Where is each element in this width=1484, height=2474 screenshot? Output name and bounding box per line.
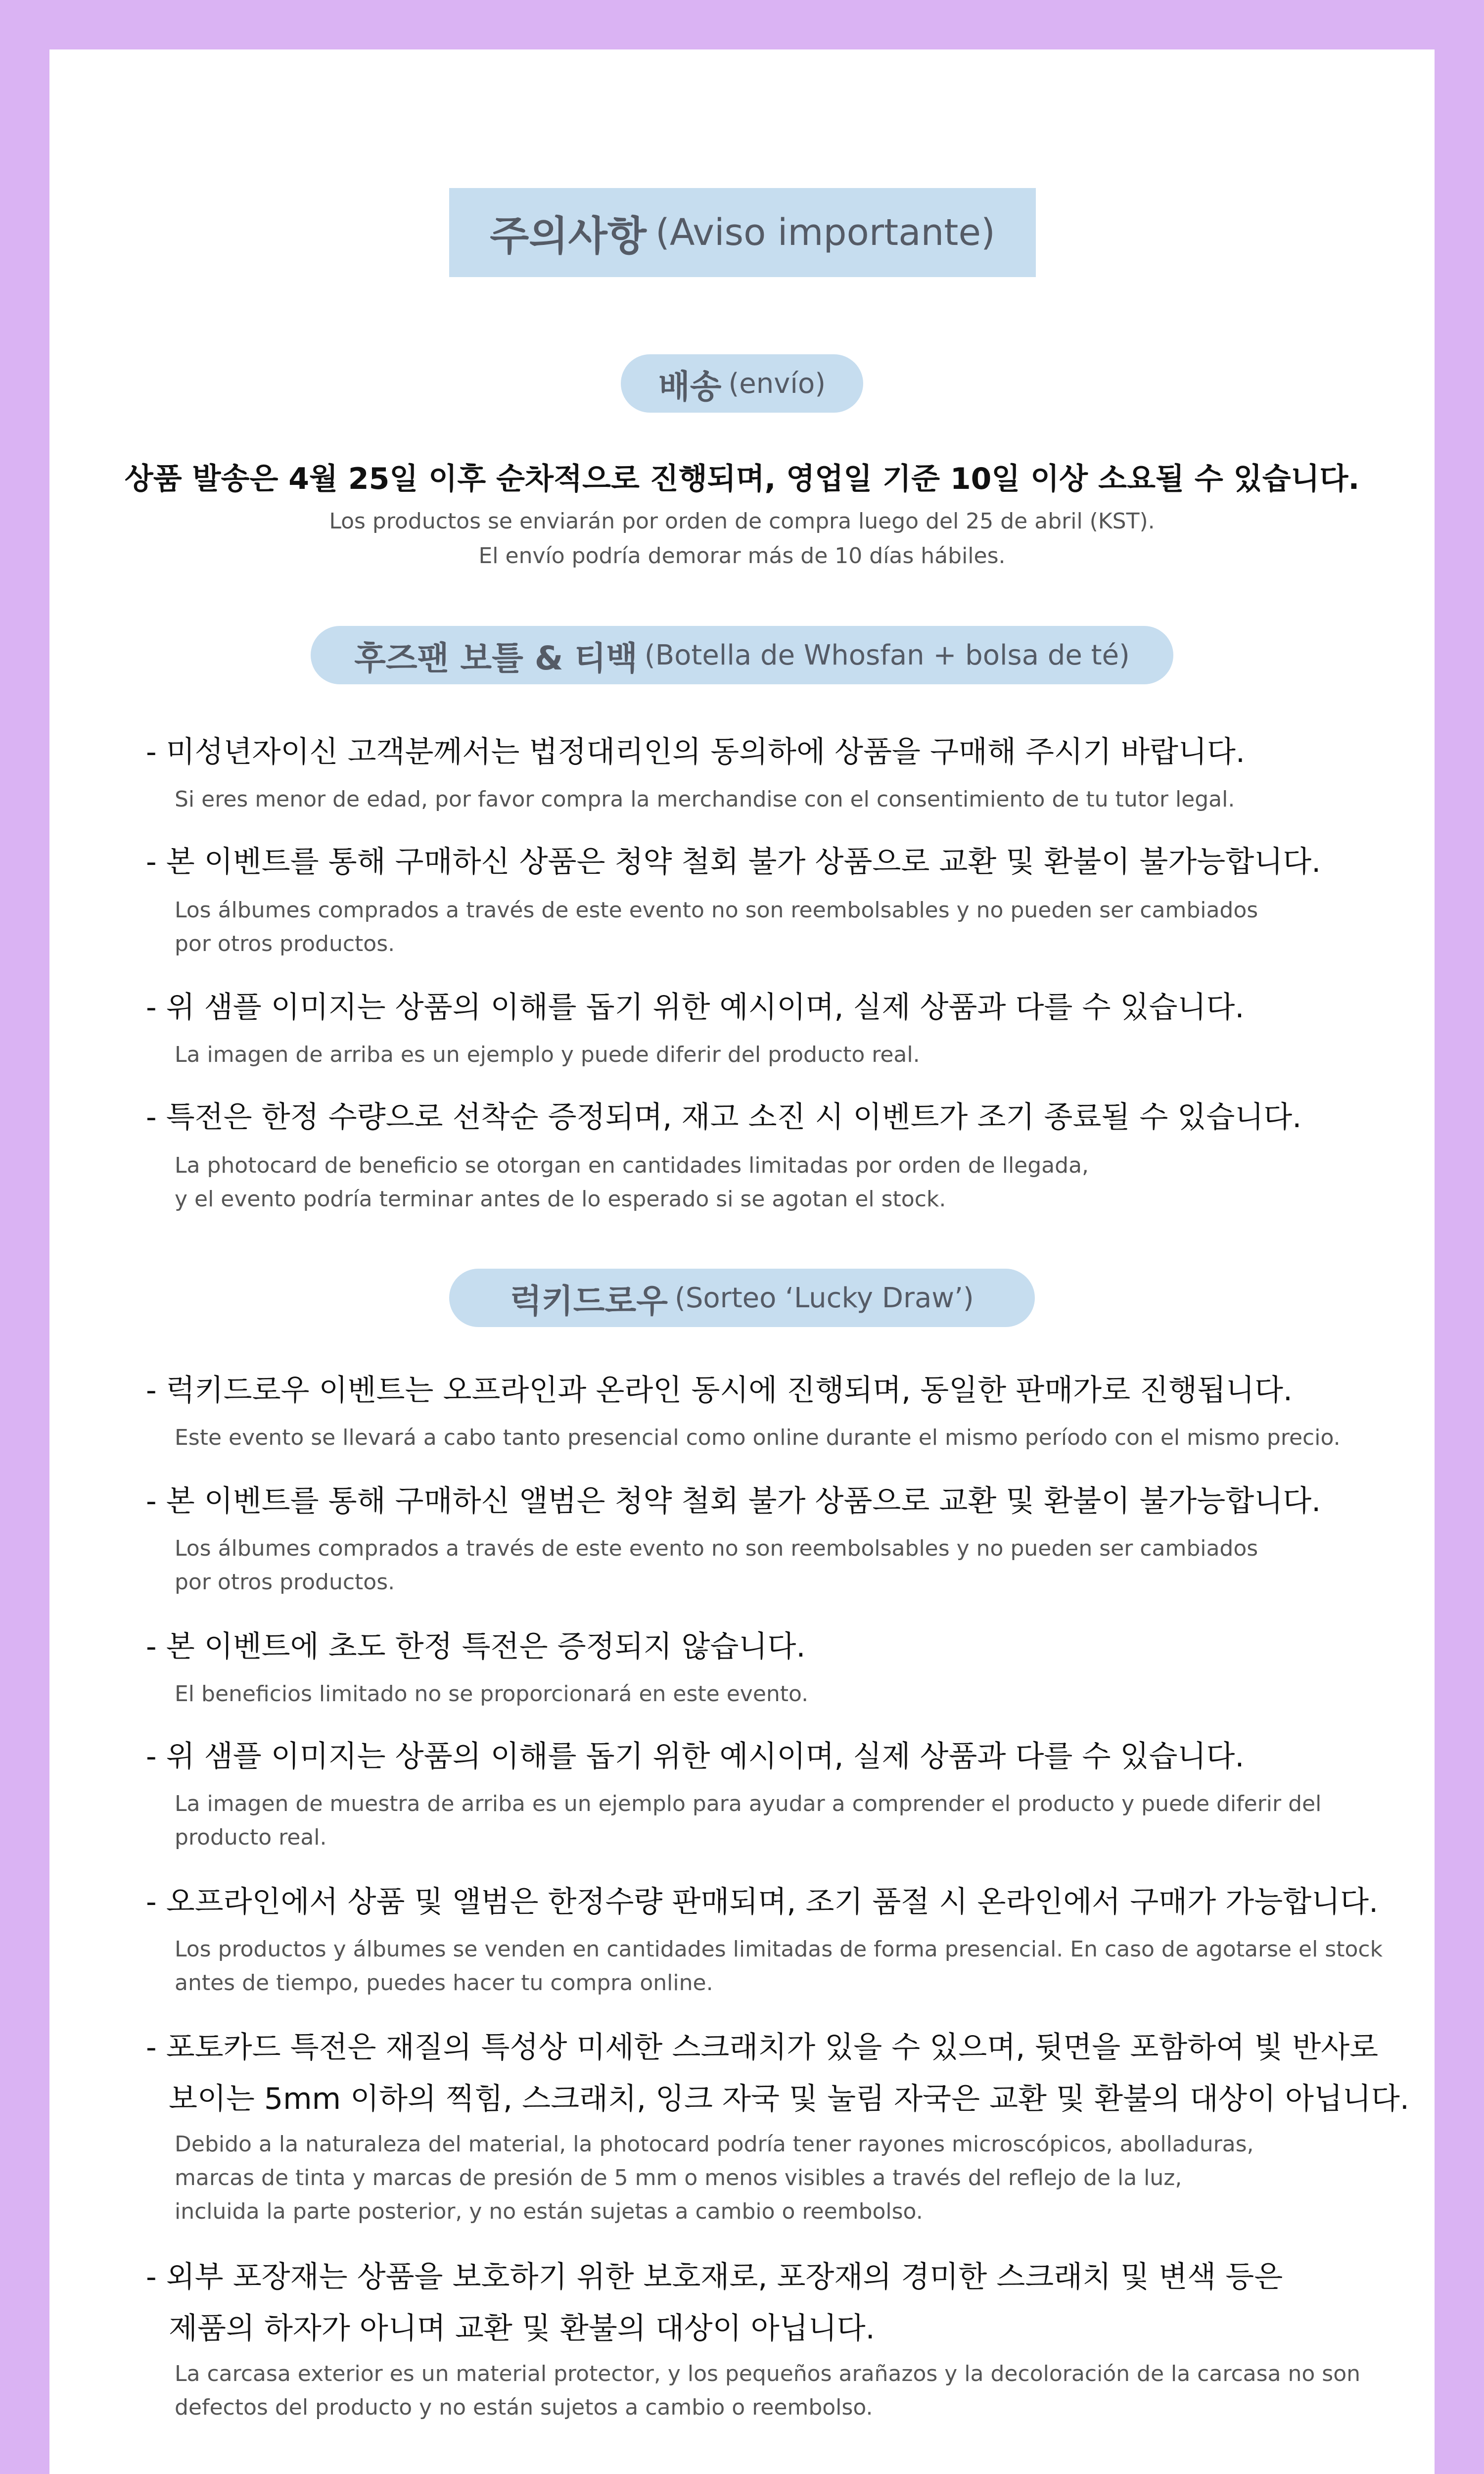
lucky-item-6-spanish-line2: marcas de tinta y marcas de presión de 5 mm o menos visibles a través del reflejo de la luz, bbox=[175, 2165, 1182, 2190]
lucky-item-1-spanish: Este evento se llevará a cabo tanto presencial como online durante el mismo período con el mismo precio. bbox=[175, 1425, 1341, 1450]
lucky-item-5-spanish-line2: antes de tiempo, puedes hacer tu compra online. bbox=[175, 1970, 713, 1996]
notice-page bbox=[49, 49, 1435, 2474]
title-korean: 주의사항 bbox=[490, 212, 647, 260]
bottle-item-2-spanish-line1: Los álbumes comprados a través de este evento no son reembolsables y no pueden ser cambiados bbox=[175, 898, 1258, 923]
lucky-item-3-korean: - 본 이벤트에 초도 한정 특전은 증정되지 않습니다. bbox=[146, 1629, 806, 1664]
shipping-heading bbox=[621, 354, 863, 413]
lucky-item-7-spanish-line1: La carcasa exterior es un material protector, y los pequeños arañazos y la decoloración de la carcasa no son bbox=[175, 2361, 1361, 2386]
bottle-item-2-korean: - 본 이벤트를 통해 구매하신 상품은 청약 철회 불가 상품으로 교환 및 환불이 불가능합니다. bbox=[146, 845, 1321, 879]
lucky-item-6-korean-line2: 보이는 5mm 이하의 찍힘, 스크래치, 잉크 자국 및 눌림 자국은 교환 및 환불의 대상이 아닙니다. bbox=[169, 2082, 1409, 2116]
lucky-item-2-spanish-line1: Los álbumes comprados a través de este evento no son reembolsables y no pueden ser cambiados bbox=[175, 1536, 1258, 1561]
lucky-item-3-spanish: El beneficios limitado no se proporcionará en este evento. bbox=[175, 1681, 809, 1707]
lucky-item-7-korean-line2: 제품의 하자가 아니며 교환 및 환불의 대상이 아닙니다. bbox=[169, 2311, 875, 2346]
lucky-item-7-spanish-line2: defectos del producto y no están sujetos a cambio o reembolso. bbox=[175, 2395, 873, 2420]
lucky-item-6-korean-line1: - 포토카드 특전은 재질의 특성상 미세한 스크래치가 있을 수 있으며, 뒷면을 포함하여 빛 반사로 bbox=[146, 2030, 1379, 2065]
bottle-item-3-korean: - 위 샘플 이미지는 상품의 이해를 돕기 위한 예시이며, 실제 상품과 다를 수 있습니다. bbox=[146, 990, 1245, 1025]
lucky-item-6-spanish-line3: incluida la parte posterior, y no están sujetas a cambio o reembolso. bbox=[175, 2199, 923, 2224]
title-spanish: (Aviso importante) bbox=[655, 211, 995, 254]
lucky-item-2-korean: - 본 이벤트를 통해 구매하신 앨범은 청약 철회 불가 상품으로 교환 및 환불이 불가능합니다. bbox=[146, 1484, 1321, 1519]
lucky-item-5-spanish-line1: Los productos y álbumes se venden en cantidades limitadas de forma presencial. En caso de agotarse el stock bbox=[175, 1937, 1383, 1962]
bottle-heading-korean: 후즈팬 보틀 & 티백 bbox=[354, 639, 638, 677]
lucky-draw-heading-spanish: (Sorteo ‘Lucky Draw’) bbox=[675, 1282, 974, 1314]
shipping-notice-spanish-line1: Los productos se enviarán por orden de compra luego del 25 de abril (KST). bbox=[329, 509, 1155, 534]
bottle-item-4-korean: - 특전은 한정 수량으로 선착순 증정되며, 재고 소진 시 이벤트가 조기 종료될 수 있습니다. bbox=[146, 1100, 1302, 1135]
bottle-item-2-spanish-line2: por otros productos. bbox=[175, 931, 395, 956]
bottle-item-1-korean: - 미성년자이신 고객분께서는 법정대리인의 동의하에 상품을 구매해 주시기 바랍니다. bbox=[146, 735, 1245, 769]
shipping-notice-korean: 상품 발송은 4월 25일 이후 순차적으로 진행되며, 영업일 기준 10일 이상 소요될 수 있습니다. bbox=[124, 462, 1360, 496]
shipping-heading-korean: 배송 bbox=[658, 367, 722, 406]
lucky-item-4-spanish-line2: producto real. bbox=[175, 1825, 327, 1850]
bottle-item-4-spanish-line2: y el evento podría terminar antes de lo esperado si se agotan el stock. bbox=[175, 1187, 946, 1212]
lucky-draw-heading-korean: 럭키드로우 bbox=[510, 1282, 668, 1320]
lucky-item-4-spanish-line1: La imagen de muestra de arriba es un ejemplo para ayudar a comprender el producto y puede diferir del bbox=[175, 1791, 1322, 1816]
shipping-notice-spanish-line2: El envío podría demorar más de 10 días hábiles. bbox=[478, 543, 1006, 569]
lucky-item-7-korean-line1: - 외부 포장재는 상품을 보호하기 위한 보호재로, 포장재의 경미한 스크래치 및 변색 등은 bbox=[146, 2260, 1283, 2294]
bottle-item-1-spanish: Si eres menor de edad, por favor compra la merchandise con el consentimiento de tu tutor legal. bbox=[175, 787, 1235, 812]
shipping-heading-spanish: (envío) bbox=[728, 367, 826, 400]
page-title bbox=[449, 188, 1036, 277]
lucky-draw-heading bbox=[449, 1269, 1035, 1327]
lucky-item-1-korean: - 럭키드로우 이벤트는 오프라인과 온라인 동시에 진행되며, 동일한 판매가로 진행됩니다. bbox=[146, 1373, 1293, 1408]
bottle-heading bbox=[311, 626, 1173, 684]
lucky-item-4-korean: - 위 샘플 이미지는 상품의 이해를 돕기 위한 예시이며, 실제 상품과 다를 수 있습니다. bbox=[146, 1739, 1245, 1774]
bottle-item-4-spanish-line1: La photocard de beneficio se otorgan en cantidades limitadas por orden de llegada, bbox=[175, 1153, 1089, 1178]
bottle-heading-spanish: (Botella de Whosfan + bolsa de té) bbox=[644, 639, 1130, 671]
lucky-item-6-spanish-line1: Debido a la naturaleza del material, la photocard podría tener rayones microscópicos, abolladuras, bbox=[175, 2132, 1254, 2157]
bottle-item-3-spanish: La imagen de arriba es un ejemplo y puede diferir del producto real. bbox=[175, 1042, 920, 1067]
lucky-item-5-korean: - 오프라인에서 상품 및 앨범은 한정수량 판매되며, 조기 품절 시 온라인에서 구매가 가능합니다. bbox=[146, 1885, 1379, 1919]
lucky-item-2-spanish-line2: por otros productos. bbox=[175, 1570, 395, 1595]
